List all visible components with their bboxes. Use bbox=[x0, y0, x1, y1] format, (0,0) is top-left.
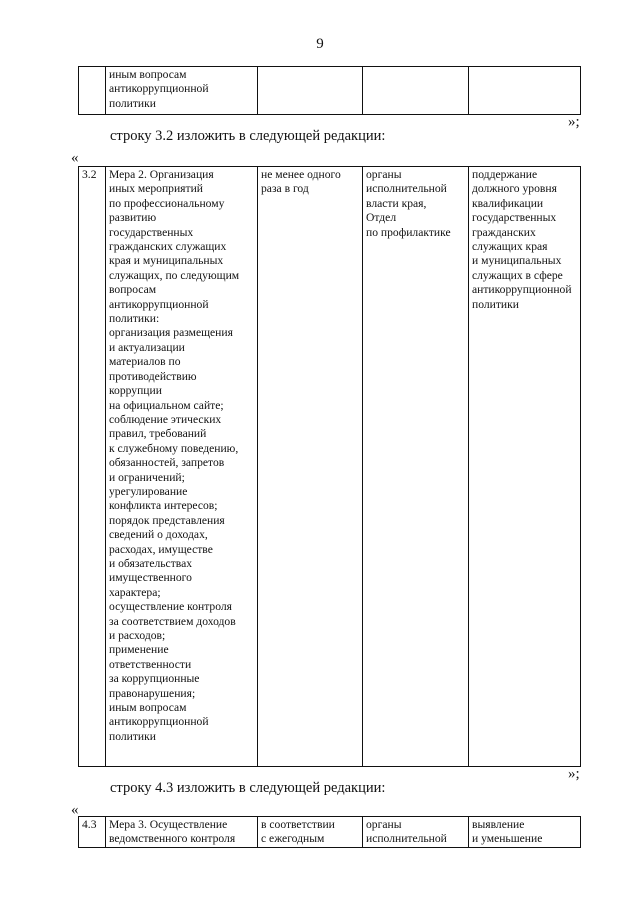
executor-cell: органы исполнительной bbox=[363, 817, 469, 848]
table-row-3-2 bbox=[78, 166, 581, 767]
table-row bbox=[79, 67, 581, 115]
instruction-4-3: строку 4.3 изложить в следующей редакции: bbox=[110, 780, 386, 796]
period-cell: в соответствии с ежегодным bbox=[258, 817, 363, 848]
result-cell: выявление и уменьшение bbox=[469, 817, 581, 848]
row-number: 3.2 bbox=[79, 167, 106, 767]
measure-cell: Мера 2. Организация иных мероприятий по профессиональному развитию государственных гражданских служащих края и муниципальных служащих, по следующим вопросам антикоррупционной политики: организация размещения и актуализации материалов по противодействию коррупции на официальном сайте; соблюдение этических правил, требований к служебному поведению, обязанностей, запретов и ограничений; урегулирование конфликта интересов; порядок представления сведений о доходах, расходах, имуществе и обязательствах имущественного характера; осуществление контроля за соответствием доходов и расходов; применение ответственности за коррупционные правонарушения; иным вопросам антикоррупционной политики bbox=[106, 167, 258, 767]
table-row bbox=[79, 167, 581, 767]
period-cell: не менее одного раза в год bbox=[258, 167, 363, 767]
table-cell-result bbox=[469, 67, 581, 115]
page-number: 9 bbox=[316, 36, 324, 52]
table-cell-executor bbox=[363, 67, 469, 115]
result-cell: поддержание должного уровня квалификации государственных гражданских служащих края и муниципальных служащих в сфере антикоррупционной политики bbox=[469, 167, 581, 767]
table-cell-num bbox=[79, 67, 106, 115]
row-number: 4.3 bbox=[79, 817, 106, 848]
table-cell-period bbox=[258, 67, 363, 115]
executor-cell: органы исполнительной власти края, Отдел по профилактике bbox=[363, 167, 469, 767]
closing-quote: »; bbox=[568, 114, 580, 130]
top-table-fragment bbox=[78, 66, 581, 115]
instruction-3-2: строку 3.2 изложить в следующей редакции: bbox=[110, 128, 386, 144]
table-row bbox=[79, 817, 581, 848]
opening-quote: « bbox=[71, 802, 79, 818]
opening-quote: « bbox=[71, 150, 79, 166]
measure-cell: Мера 3. Осуществление ведомственного контроля bbox=[106, 817, 258, 848]
closing-quote: »; bbox=[568, 766, 580, 782]
table-row-4-3 bbox=[78, 816, 581, 848]
table-cell-measure: иным вопросам антикоррупционной политики bbox=[106, 67, 258, 115]
